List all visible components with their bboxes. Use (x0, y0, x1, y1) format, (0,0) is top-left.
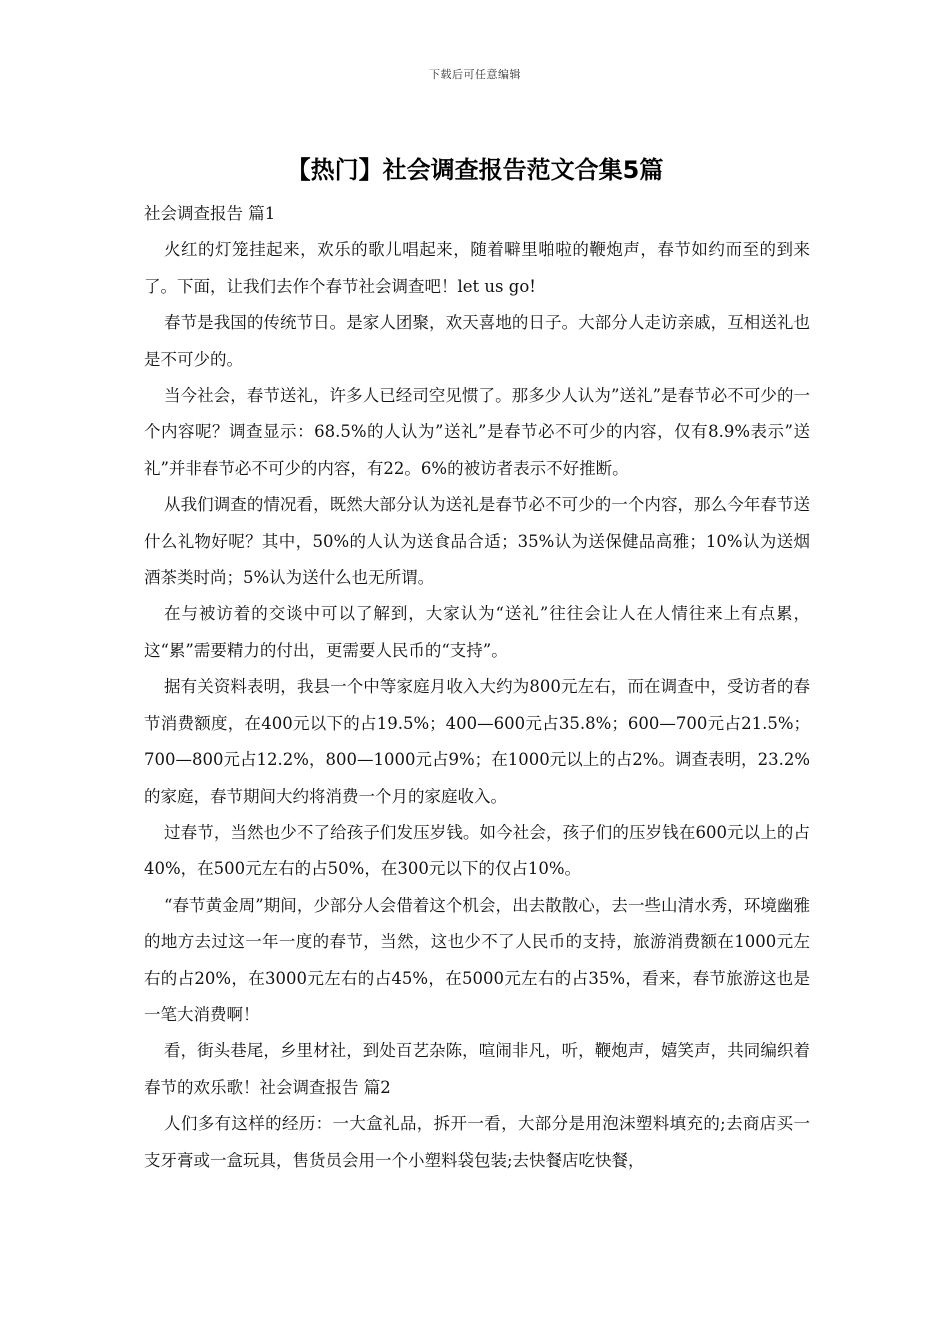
paragraph: 春节是我国的传统节日。是家人团聚，欢天喜地的日子。大部分人走访亲戚，互相送礼也是不可少的。 (144, 313, 810, 369)
paragraph: 看，街头巷尾，乡里材社，到处百艺杂陈，喧闹非凡，听，鞭炮声，嬉笑声，共同编织着春节的欢乐歌！社会调查报告 篇2 (144, 1041, 810, 1097)
paragraph: 火红的灯笼挂起来，欢乐的歌儿唱起来，随着噼里啪啦的鞭炮声，春节如约而至的到来了。下面，让我们去作个春节社会调查吧！let us go! (144, 240, 810, 296)
paragraph: 人们多有这样的经历：一大盒礼品，拆开一看，大部分是用泡沫塑料填充的;去商店买一支牙膏或一盒玩具，售货员会用一个小塑料袋包装;去快餐店吃快餐， (144, 1114, 810, 1170)
header-note: 下载后可任意编辑 (429, 68, 521, 81)
paragraph: “春节黄金周”期间，少部分人会借着这个机会，出去散散心，去一些山清水秀，环境幽雅的地方去过这一年一度的春节，当然，这也少不了人民币的支持，旅游消费额在1000元左右的占20%，在3000元左右的占45%，在5000元左右的占35%，看来，春节旅游这也是一笔大消费啊！ (144, 895, 810, 1024)
paragraph: 当今社会，春节送礼，许多人已经司空见惯了。那多少人认为”送礼”是春节必不可少的一个内容呢？调查显示：68.5%的人认为”送礼”是春节必不可少的内容，仅有8.9%表示”送礼”并非春节必不可少的内容，有22。6%的被访者表示不好推断。 (144, 386, 810, 478)
section-heading: 社会调查报告 篇1 (144, 204, 276, 223)
paragraph: 据有关资料表明，我县一个中等家庭月收入大约为800元左右，而在调查中，受访者的春节消费额度，在400元以下的占19.5%；400—600元占35.8%；600—700元占21.5%；700—800元占12.2%，800—1000元占9%；在1000元以上的占2%。调查表明，23.2%的家庭，春节期间大约将消费一个月的家庭收入。 (144, 677, 810, 806)
paragraph: 过春节，当然也少不了给孩子们发压岁钱。如今社会，孩子们的压岁钱在600元以上的占40%，在500元左右的占50%，在300元以下的仅占10%。 (144, 822, 810, 879)
document-title: 【热门】社会调查报告范文合集5篇 (286, 156, 664, 184)
paragraph: 在与被访着的交谈中可以了解到，大家认为“送礼”往往会让人在人情往来上有点累，这“累”需要精力的付出，更需要人民币的“支持”。 (144, 604, 810, 660)
document-body (144, 196, 810, 1179)
paragraph: 从我们调查的情况看，既然大部分认为送礼是春节必不可少的一个内容，那么今年春节送什么礼物好呢？其中，50%的人认为送食品合适；35%认为送保健品高雅；10%认为送烟酒茶类时尚；5%认为送什么也无所谓。 (144, 495, 810, 588)
